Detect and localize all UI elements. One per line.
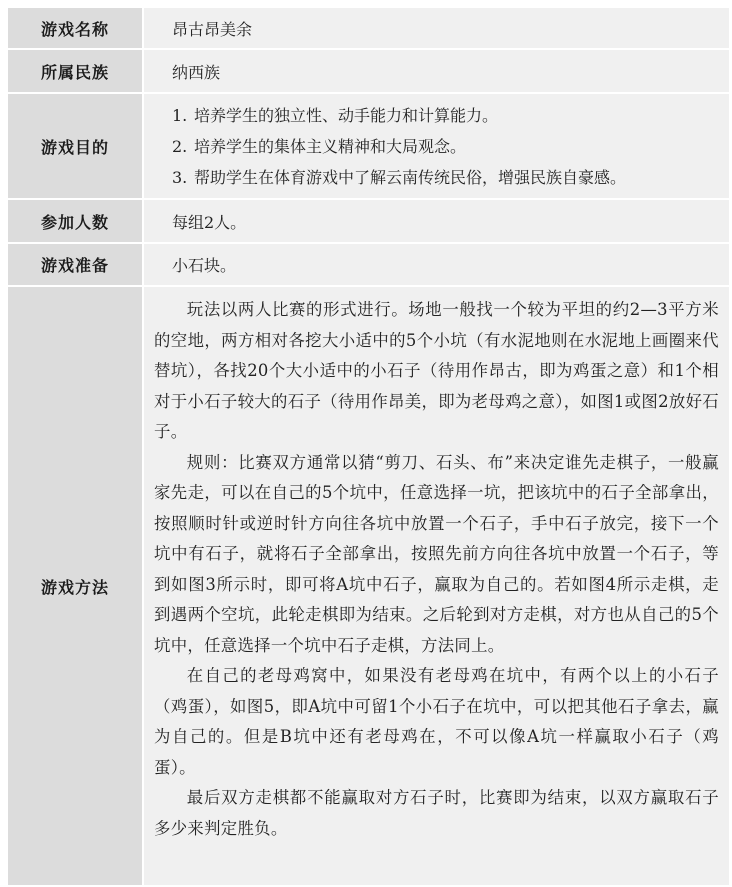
row-preparation — [8, 244, 729, 285]
game-method-label: 游戏方法 — [8, 287, 142, 885]
players-label: 参加人数 — [8, 200, 142, 242]
row-divider — [8, 48, 729, 50]
row-game-method — [8, 287, 729, 885]
method-paragraph: 玩法以两人比赛的形式进行。场地一般找一个较为平坦的约2—3平方米的空地，两方相对各挖大小适中的5个小坑（有水泥地则在水泥地上画圈来代替坑），各找20个大小适中的小石子（待用作昂古，即为鸡蛋之意）和1个相对于小石子较大的石子（待用作昂美，即为老母鸡之意），如图1或图2放好石子。 — [154, 300, 719, 441]
row-game-goal — [8, 94, 729, 198]
preparation-label: 游戏准备 — [8, 244, 142, 285]
row-divider — [8, 198, 729, 200]
game-name-value: 昂古昂美余 — [172, 19, 253, 39]
players-value: 每组2人。 — [172, 212, 247, 232]
method-paragraph: 最后双方走棋都不能赢取对方石子时，比赛即为结束，以双方赢取石子多少来判定胜负。 — [154, 788, 719, 838]
method-paragraph: 在自己的老母鸡窝中，如果没有老母鸡在坑中，有两个以上的小石子（鸡蛋），如图5，即A坑中可留1个小石子在坑中，可以把其他石子拿去，赢为自己的。但是B坑中还有老母鸡在，不可以像A坑一样赢取小石子（鸡蛋）。 — [154, 666, 719, 777]
row-game-name — [8, 8, 729, 48]
game-info-table — [8, 8, 729, 885]
column-divider — [142, 8, 144, 885]
game-method-text — [144, 287, 729, 885]
row-ethnic-group — [8, 50, 729, 92]
goal-item: 3. 帮助学生在体育游戏中了解云南传统民俗，增强民族自豪感。 — [172, 167, 627, 187]
ethnic-group-label: 所属民族 — [8, 50, 142, 92]
goal-item: 1. 培养学生的独立性、动手能力和计算能力。 — [172, 105, 499, 125]
row-divider — [8, 242, 729, 244]
row-divider — [8, 92, 729, 94]
game-goal-label: 游戏目的 — [8, 94, 142, 198]
game-goal-list — [144, 94, 729, 198]
goal-item: 2. 培养学生的集体主义精神和大局观念。 — [172, 136, 467, 156]
row-players — [8, 200, 729, 242]
ethnic-group-value: 纳西族 — [172, 62, 221, 82]
preparation-value: 小石块。 — [172, 256, 237, 275]
game-name-label: 游戏名称 — [8, 8, 142, 48]
method-paragraph: 规则：比赛双方通常以猜“剪刀、石头、布”来决定谁先走棋子，一般赢家先走，可以在自己的5个坑中，任意选择一坑，把该坑中的石子全部拿出，按照顺时针或逆时针方向往各坑中放置一个石子，手中石子放完，接下一个坑中有石子，就将石子全部拿出，按照先前方向往各坑中放置一个石子，等到如图3所示时，即可将A坑中石子，赢取为自己的。若如图4所示走棋，走到遇两个空坑，此轮走棋即为结束。之后轮到对方走棋，对方也从自己的5个坑中，任意选择一个坑中石子走棋，方法同上。 — [154, 452, 719, 655]
row-divider — [8, 285, 729, 287]
